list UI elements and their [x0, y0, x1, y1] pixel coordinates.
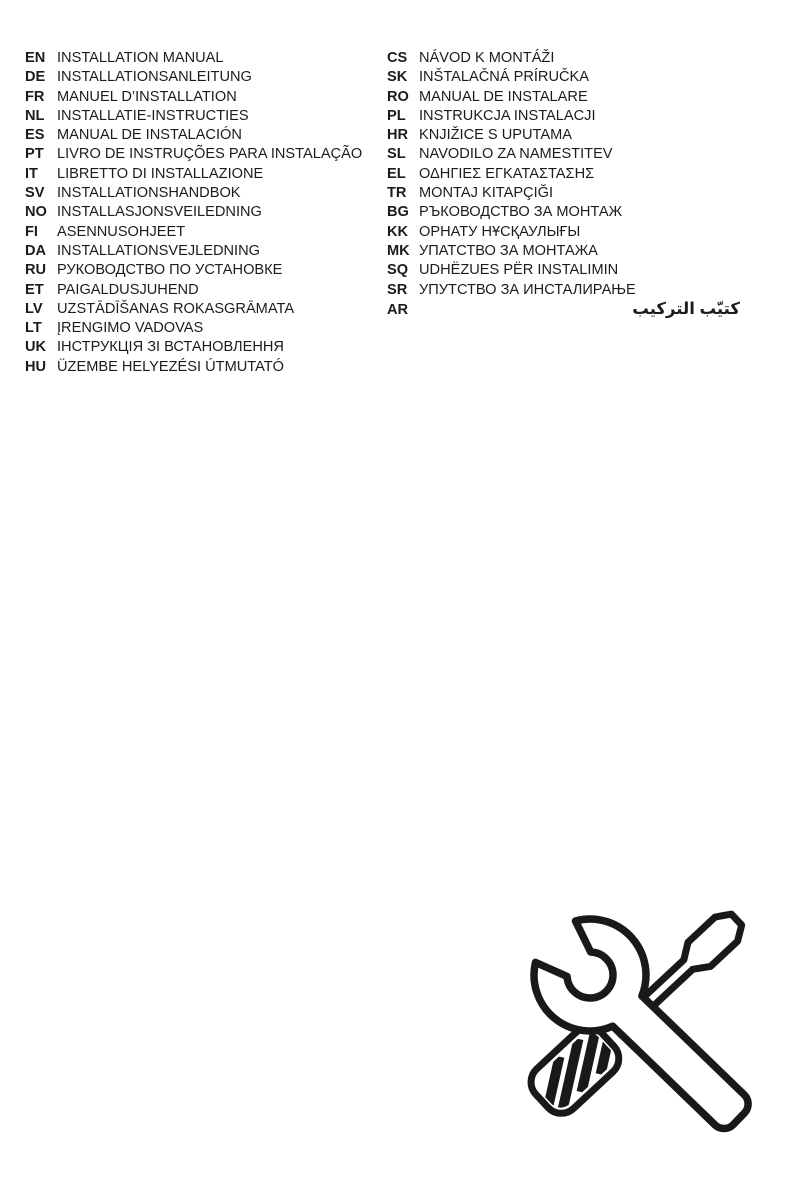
language-code: DE: [25, 69, 46, 86]
language-label: ĮRENGIMO VADOVAS: [57, 320, 204, 337]
language-label: INSTRUKCJA INSTALACJI: [419, 107, 596, 124]
language-row: [387, 261, 740, 280]
language-row: [387, 165, 740, 184]
language-label: كتيّب التركيب: [632, 299, 740, 318]
language-code: SR: [387, 281, 408, 298]
language-label: MANUAL DE INSTALACIÓN: [57, 127, 242, 144]
language-code: FI: [25, 223, 38, 240]
language-row: [25, 338, 380, 357]
language-label: PAIGALDUSJUHEND: [57, 281, 199, 298]
language-row: [387, 184, 740, 203]
language-row: [25, 88, 380, 107]
language-label: UZSTĀDĪŠANAS ROKASGRĀMATA: [57, 300, 295, 317]
language-label: ОРНАТУ НҰСҚАУЛЫҒЫ: [419, 223, 581, 240]
language-row: [387, 223, 740, 242]
language-code: SQ: [387, 262, 409, 279]
language-code: HU: [25, 358, 47, 375]
language-code: NL: [25, 107, 45, 124]
language-label: INSTALLATIONSVEJLEDNING: [57, 242, 261, 259]
language-row: [25, 49, 380, 68]
language-row: [25, 126, 380, 145]
language-row: [387, 145, 740, 164]
language-label: INSTALLATIONSHANDBOK: [57, 185, 241, 202]
language-code: EN: [25, 50, 46, 66]
language-row: [25, 68, 380, 87]
language-code: HR: [387, 127, 409, 144]
language-code: AR: [387, 301, 409, 318]
language-label: INSTALLASJONSVEILEDNING: [57, 204, 262, 221]
language-row: [387, 242, 740, 261]
language-row: [25, 223, 380, 242]
language-code: EL: [387, 165, 406, 182]
language-code: RO: [387, 88, 409, 105]
language-row: [25, 203, 380, 222]
language-code: NO: [25, 204, 47, 221]
language-row: [25, 107, 380, 126]
language-code: SL: [387, 146, 406, 163]
language-code: KK: [387, 223, 409, 240]
language-list-right: [387, 49, 740, 319]
language-row: [25, 261, 380, 280]
language-list-left: [25, 49, 380, 377]
language-label: ÜZEMBE HELYEZÉSI ÚTMUTATÓ: [57, 358, 285, 375]
language-label: LIBRETTO DI INSTALLAZIONE: [57, 165, 264, 182]
language-label: РУКОВОДСТВО ПО УСТАНОВКЕ: [57, 262, 283, 279]
language-row: [25, 242, 380, 261]
language-label: УПУТСТВО ЗА ИНСТАЛИРАЊЕ: [419, 281, 636, 298]
language-label: УПАТСТВО ЗА МОНТАЖА: [419, 242, 598, 259]
language-label: MANUEL D’INSTALLATION: [57, 88, 237, 105]
language-code: SK: [387, 69, 408, 86]
language-code: PL: [387, 107, 406, 124]
language-label: UDHËZUES PËR INSTALIMIN: [419, 262, 619, 279]
language-label: INSTALLATIE-INSTRUCTIES: [57, 107, 249, 124]
language-row: [387, 300, 740, 319]
language-label: NÁVOD K MONTÁŽI: [419, 50, 555, 66]
language-code: TR: [387, 185, 407, 202]
language-label: ΟΔΗΓΙΕΣ ΕΓΚΑΤΑΣΤΑΣΗΣ: [419, 165, 595, 182]
language-code: FR: [25, 88, 45, 105]
language-code: BG: [387, 204, 409, 221]
language-row: [387, 68, 740, 87]
language-code: SV: [25, 185, 45, 202]
language-row: [387, 107, 740, 126]
language-code: LT: [25, 320, 42, 337]
language-row: [25, 184, 380, 203]
language-row: [25, 165, 380, 184]
language-label: ІНСТРУКЦІЯ ЗІ ВСТАНОВЛЕННЯ: [57, 339, 284, 356]
language-code: ES: [25, 127, 45, 144]
language-label: РЪКОВОДСТВО ЗА МОНТАЖ: [419, 204, 623, 221]
language-label: INSTALLATION MANUAL: [57, 50, 224, 66]
language-row: [25, 300, 380, 319]
language-label: LIVRO DE INSTRUÇÕES PARA INSTALAÇÃO: [57, 146, 363, 163]
language-row: [25, 145, 380, 164]
language-label: MONTAJ KITAPÇIĞI: [419, 185, 554, 202]
language-row: [387, 203, 740, 222]
language-code: RU: [25, 262, 47, 279]
language-code: LV: [25, 300, 43, 317]
language-row: [25, 319, 380, 338]
language-row: [387, 88, 740, 107]
language-row: [387, 281, 740, 300]
language-row: [387, 126, 740, 145]
language-code: IT: [25, 165, 38, 182]
language-code: MK: [387, 242, 410, 259]
language-code: DA: [25, 242, 47, 259]
language-code: UK: [25, 339, 47, 356]
language-label: ASENNUSOHJEET: [57, 223, 186, 240]
language-code: ET: [25, 281, 44, 298]
language-label: NAVODILO ZA NAMESTITEV: [419, 146, 613, 163]
language-row: [387, 49, 740, 68]
language-row: [25, 281, 380, 300]
language-code: CS: [387, 50, 408, 66]
language-row: [25, 358, 380, 377]
language-label: INSTALLATIONSANLEITUNG: [57, 69, 252, 86]
tools-icon: [520, 895, 760, 1140]
language-code: PT: [25, 146, 44, 163]
language-label: MANUAL DE INSTALARE: [419, 88, 588, 105]
language-label: KNJIŽICE S UPUTAMA: [419, 127, 572, 144]
language-label: INŠTALAČNÁ PRÍRUČKA: [419, 69, 590, 86]
